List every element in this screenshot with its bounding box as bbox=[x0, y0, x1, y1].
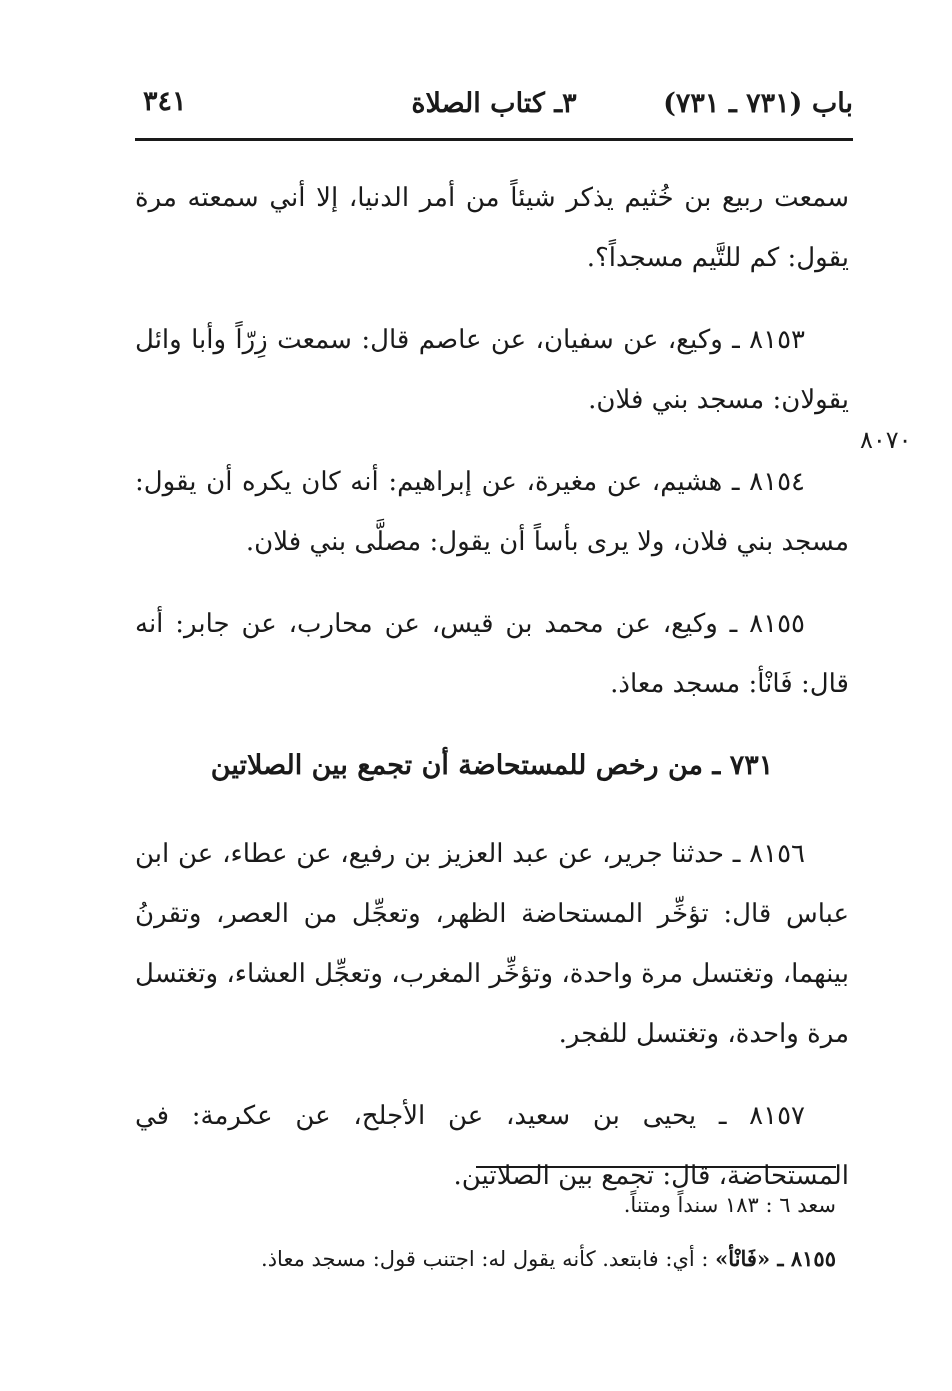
hadith-8153: ٨١٥٣ ـ وكيع، عن سفيان، عن عاصم قال: سمعت زِرّاً وأبا وائل يقولان: مسجد بني فلان. bbox=[135, 325, 849, 415]
hadith-8156: ٨١٥٦ ـ حدثنا جرير، عن عبد العزيز بن رفيع، عن عطاء، عن ابن عباس قال: تؤخِّر المستحاضة الظهر، وتعجِّل من العصر، وتقرنُ بينهما، وتغتسل مرة واحدة، وتؤخِّر المغرب، وتعجِّل العشاء، وتغتسل مرة واحدة، وتغتسل للفجر. bbox=[135, 839, 849, 1049]
footnotes bbox=[200, 1182, 836, 1290]
hadith-8154: ٨١٥٤ ـ هشيم، عن مغيرة، عن إبراهيم: أنه كان يكره أن يقول: مسجد بني فلان، ولا يرى بأساً أن يقول: مصلَّى بني فلان. bbox=[135, 467, 849, 557]
footnote-1: سعد ٦ : ١٨٣ سنداً ومتناً. bbox=[623, 1193, 836, 1217]
footnote-rule bbox=[476, 1166, 836, 1168]
book-title: ٣ـ كتاب الصلاة bbox=[411, 88, 577, 119]
hadith-8155: ٨١٥٥ ـ وكيع، عن محمد بن قيس، عن محارب، عن جابر: أنه قال: فَانْأ: مسجد معاذ. bbox=[135, 609, 849, 699]
page-number: ٣٤١ bbox=[143, 86, 187, 117]
chapter-range: باب (٧٣١ ـ ٧٣١) bbox=[663, 88, 853, 119]
page-header bbox=[135, 82, 853, 126]
hadith-8157: ٨١٥٧ ـ يحيى بن سعيد، عن الأجلح، عن عكرمة: في المستحاضة، قال: تجمع بين الصلاتين. bbox=[135, 1101, 849, 1191]
paragraph-continued: سمعت ربيع بن خُثيم يذكر شيئاً من أمر الدنيا، إلا أني سمعته مرة يقول: كم للتَّيم مسجداً؟. bbox=[135, 183, 849, 273]
header-rule bbox=[135, 138, 853, 141]
section-heading: ٧٣١ ـ من رخص للمستحاضة أن تجمع بين الصلاتين bbox=[210, 750, 774, 781]
footnote-2 bbox=[200, 1236, 836, 1282]
footnote-2-text: : أي: فابتعد. كأنه يقول له: اجتنب قول: مسجد معاذ. bbox=[261, 1247, 709, 1271]
main-text bbox=[135, 168, 849, 1228]
footnote-2-ref: ٨١٥٥ ـ «فَانْأ» bbox=[715, 1246, 836, 1271]
margin-number: ٨٠٧٠ bbox=[860, 426, 912, 454]
